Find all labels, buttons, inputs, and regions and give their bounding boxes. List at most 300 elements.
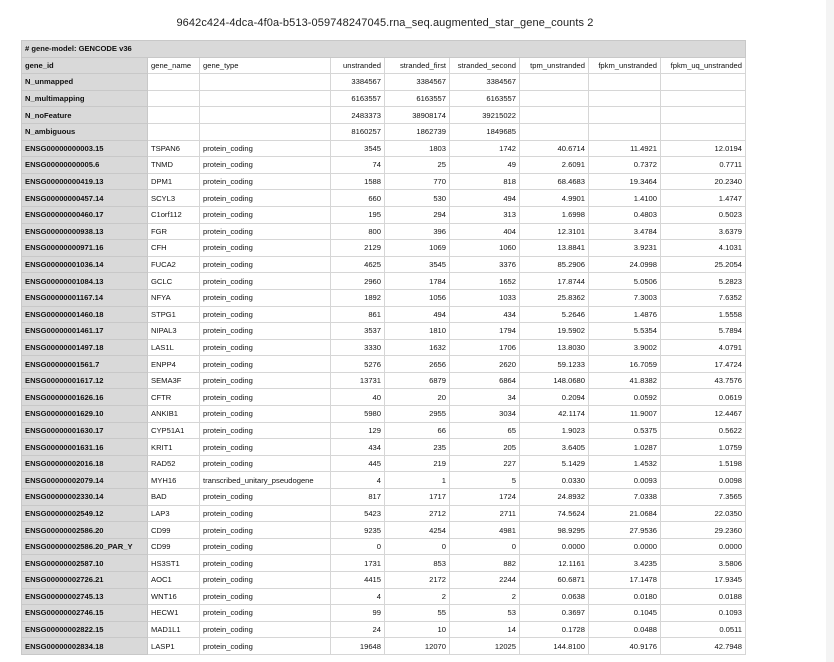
table-cell[interactable]: protein_coding bbox=[200, 206, 331, 223]
table-cell[interactable]: ANKIB1 bbox=[148, 406, 200, 423]
row-id-cell[interactable]: N_unmapped bbox=[22, 74, 148, 91]
table-cell[interactable]: 1.0759 bbox=[661, 439, 746, 456]
table-cell[interactable] bbox=[589, 107, 661, 124]
table-cell[interactable]: 3537 bbox=[331, 323, 385, 340]
table-cell[interactable]: 12070 bbox=[385, 638, 450, 655]
table-cell[interactable]: 29.2360 bbox=[661, 522, 746, 539]
table-cell[interactable]: MAD1L1 bbox=[148, 621, 200, 638]
table-cell[interactable]: 21.0684 bbox=[589, 505, 661, 522]
table-cell[interactable]: 294 bbox=[385, 206, 450, 223]
column-header[interactable]: unstranded bbox=[331, 57, 385, 74]
table-cell[interactable]: CD99 bbox=[148, 522, 200, 539]
table-cell[interactable]: 0.0330 bbox=[520, 472, 589, 489]
table-cell[interactable]: protein_coding bbox=[200, 306, 331, 323]
table-cell[interactable]: 53 bbox=[450, 605, 520, 622]
table-cell[interactable]: 5.0506 bbox=[589, 273, 661, 290]
table-cell[interactable]: 3.9002 bbox=[589, 339, 661, 356]
table-cell[interactable]: 11.9007 bbox=[589, 406, 661, 423]
table-cell[interactable]: CYP51A1 bbox=[148, 422, 200, 439]
table-cell[interactable]: protein_coding bbox=[200, 323, 331, 340]
table-cell[interactable]: 4415 bbox=[331, 572, 385, 589]
table-cell[interactable]: 1794 bbox=[450, 323, 520, 340]
table-cell[interactable]: 19.3464 bbox=[589, 173, 661, 190]
table-cell[interactable]: HECW1 bbox=[148, 605, 200, 622]
table-cell[interactable]: 0.0511 bbox=[661, 621, 746, 638]
table-cell[interactable]: FUCA2 bbox=[148, 256, 200, 273]
table-cell[interactable] bbox=[148, 123, 200, 140]
table-cell[interactable]: 205 bbox=[450, 439, 520, 456]
table-cell[interactable]: 12.0194 bbox=[661, 140, 746, 157]
table-cell[interactable]: 17.4724 bbox=[661, 356, 746, 373]
table-cell[interactable]: 2955 bbox=[385, 406, 450, 423]
row-id-cell[interactable]: ENSG00000000457.14 bbox=[22, 190, 148, 207]
table-cell[interactable]: BAD bbox=[148, 489, 200, 506]
table-cell[interactable]: protein_coding bbox=[200, 538, 331, 555]
table-cell[interactable]: TSPAN6 bbox=[148, 140, 200, 157]
table-cell[interactable]: 1742 bbox=[450, 140, 520, 157]
table-cell[interactable]: 22.0350 bbox=[661, 505, 746, 522]
table-cell[interactable]: 74.5624 bbox=[520, 505, 589, 522]
row-id-cell[interactable]: N_multimapping bbox=[22, 90, 148, 107]
table-cell[interactable]: 494 bbox=[450, 190, 520, 207]
row-id-cell[interactable]: ENSG00000001631.16 bbox=[22, 439, 148, 456]
table-cell[interactable]: 0.0638 bbox=[520, 588, 589, 605]
table-cell[interactable]: 34 bbox=[450, 389, 520, 406]
table-cell[interactable]: 1033 bbox=[450, 289, 520, 306]
table-cell[interactable]: 5.2646 bbox=[520, 306, 589, 323]
table-cell[interactable]: NFYA bbox=[148, 289, 200, 306]
table-cell[interactable]: 2711 bbox=[450, 505, 520, 522]
table-cell[interactable]: 0.1093 bbox=[661, 605, 746, 622]
table-cell[interactable]: 43.7576 bbox=[661, 372, 746, 389]
table-cell[interactable]: 1060 bbox=[450, 240, 520, 257]
table-cell[interactable]: 800 bbox=[331, 223, 385, 240]
table-cell[interactable]: STPG1 bbox=[148, 306, 200, 323]
table-cell[interactable]: 4625 bbox=[331, 256, 385, 273]
table-cell[interactable]: 1.9023 bbox=[520, 422, 589, 439]
table-cell[interactable]: 3384567 bbox=[385, 74, 450, 91]
table-cell[interactable]: 12.3101 bbox=[520, 223, 589, 240]
table-cell[interactable]: 42.1174 bbox=[520, 406, 589, 423]
table-cell[interactable]: protein_coding bbox=[200, 572, 331, 589]
table-cell[interactable]: 1.5198 bbox=[661, 455, 746, 472]
table-cell[interactable] bbox=[661, 74, 746, 91]
table-cell[interactable]: 24.0998 bbox=[589, 256, 661, 273]
table-cell[interactable]: protein_coding bbox=[200, 372, 331, 389]
row-id-cell[interactable]: ENSG00000000460.17 bbox=[22, 206, 148, 223]
table-cell[interactable]: protein_coding bbox=[200, 356, 331, 373]
row-id-cell[interactable]: ENSG00000002586.20_PAR_Y bbox=[22, 538, 148, 555]
row-id-cell[interactable]: ENSG00000000419.13 bbox=[22, 173, 148, 190]
table-cell[interactable]: 2244 bbox=[450, 572, 520, 589]
table-cell[interactable]: protein_coding bbox=[200, 588, 331, 605]
table-cell[interactable]: 195 bbox=[331, 206, 385, 223]
table-cell[interactable]: 42.7948 bbox=[661, 638, 746, 655]
table-cell[interactable]: 1652 bbox=[450, 273, 520, 290]
table-cell[interactable] bbox=[520, 74, 589, 91]
table-cell[interactable]: 1.0287 bbox=[589, 439, 661, 456]
table-cell[interactable]: SEMA3F bbox=[148, 372, 200, 389]
table-cell[interactable]: 1 bbox=[385, 472, 450, 489]
table-cell[interactable] bbox=[148, 74, 200, 91]
table-cell[interactable]: NIPAL3 bbox=[148, 323, 200, 340]
table-cell[interactable]: 99 bbox=[331, 605, 385, 622]
table-cell[interactable]: 4 bbox=[331, 472, 385, 489]
table-cell[interactable]: WNT16 bbox=[148, 588, 200, 605]
row-id-cell[interactable]: ENSG00000001617.12 bbox=[22, 372, 148, 389]
table-cell[interactable] bbox=[200, 90, 331, 107]
column-header[interactable]: gene_type bbox=[200, 57, 331, 74]
table-cell[interactable] bbox=[589, 74, 661, 91]
table-cell[interactable]: protein_coding bbox=[200, 406, 331, 423]
table-cell[interactable]: 861 bbox=[331, 306, 385, 323]
table-cell[interactable]: 40.9176 bbox=[589, 638, 661, 655]
table-cell[interactable]: 19.5902 bbox=[520, 323, 589, 340]
table-cell[interactable]: 1849685 bbox=[450, 123, 520, 140]
table-cell[interactable]: 6879 bbox=[385, 372, 450, 389]
table-cell[interactable]: AOC1 bbox=[148, 572, 200, 589]
table-cell[interactable]: 13.8841 bbox=[520, 240, 589, 257]
table-cell[interactable]: 6163557 bbox=[450, 90, 520, 107]
table-cell[interactable]: 3330 bbox=[331, 339, 385, 356]
table-cell[interactable]: 5.7894 bbox=[661, 323, 746, 340]
table-cell[interactable]: 0.0000 bbox=[589, 538, 661, 555]
row-id-cell[interactable]: N_noFeature bbox=[22, 107, 148, 124]
table-cell[interactable]: 12025 bbox=[450, 638, 520, 655]
table-cell[interactable]: 818 bbox=[450, 173, 520, 190]
table-cell[interactable]: 0.0619 bbox=[661, 389, 746, 406]
table-cell[interactable]: 404 bbox=[450, 223, 520, 240]
table-cell[interactable]: 0.0000 bbox=[520, 538, 589, 555]
table-cell[interactable]: 2656 bbox=[385, 356, 450, 373]
row-id-cell[interactable]: ENSG00000002586.20 bbox=[22, 522, 148, 539]
table-cell[interactable]: protein_coding bbox=[200, 638, 331, 655]
table-cell[interactable]: 14 bbox=[450, 621, 520, 638]
table-cell[interactable]: 10 bbox=[385, 621, 450, 638]
row-id-cell[interactable]: ENSG00000002822.15 bbox=[22, 621, 148, 638]
table-cell[interactable]: protein_coding bbox=[200, 240, 331, 257]
table-cell[interactable]: 434 bbox=[450, 306, 520, 323]
table-cell[interactable]: protein_coding bbox=[200, 422, 331, 439]
table-cell[interactable] bbox=[200, 123, 331, 140]
row-id-cell[interactable]: ENSG00000001629.10 bbox=[22, 406, 148, 423]
table-cell[interactable]: protein_coding bbox=[200, 223, 331, 240]
table-cell[interactable]: 9235 bbox=[331, 522, 385, 539]
table-cell[interactable]: MYH16 bbox=[148, 472, 200, 489]
table-cell[interactable]: 445 bbox=[331, 455, 385, 472]
table-cell[interactable]: transcribed_unitary_pseudogene bbox=[200, 472, 331, 489]
table-cell[interactable]: 5423 bbox=[331, 505, 385, 522]
table-cell[interactable]: 55 bbox=[385, 605, 450, 622]
table-cell[interactable]: 2 bbox=[450, 588, 520, 605]
table-cell[interactable]: 2 bbox=[385, 588, 450, 605]
table-cell[interactable] bbox=[520, 123, 589, 140]
table-cell[interactable]: protein_coding bbox=[200, 190, 331, 207]
table-cell[interactable]: 129 bbox=[331, 422, 385, 439]
row-id-cell[interactable]: ENSG00000001497.18 bbox=[22, 339, 148, 356]
table-cell[interactable]: protein_coding bbox=[200, 439, 331, 456]
table-cell[interactable]: 144.8100 bbox=[520, 638, 589, 655]
table-cell[interactable]: 17.1478 bbox=[589, 572, 661, 589]
table-cell[interactable]: 235 bbox=[385, 439, 450, 456]
table-cell[interactable]: 17.9345 bbox=[661, 572, 746, 589]
row-id-cell[interactable]: ENSG00000002016.18 bbox=[22, 455, 148, 472]
table-cell[interactable]: 25.2054 bbox=[661, 256, 746, 273]
table-cell[interactable]: 882 bbox=[450, 555, 520, 572]
row-id-cell[interactable]: ENSG00000001561.7 bbox=[22, 356, 148, 373]
table-cell[interactable]: 817 bbox=[331, 489, 385, 506]
table-cell[interactable] bbox=[661, 90, 746, 107]
table-cell[interactable] bbox=[200, 74, 331, 91]
table-cell[interactable]: ENPP4 bbox=[148, 356, 200, 373]
table-cell[interactable]: 6163557 bbox=[385, 90, 450, 107]
table-cell[interactable]: 40.6714 bbox=[520, 140, 589, 157]
row-id-cell[interactable]: ENSG00000000005.6 bbox=[22, 157, 148, 174]
table-cell[interactable]: 60.6871 bbox=[520, 572, 589, 589]
table-cell[interactable]: 24.8932 bbox=[520, 489, 589, 506]
table-cell[interactable]: 0.0188 bbox=[661, 588, 746, 605]
table-cell[interactable]: 3.5806 bbox=[661, 555, 746, 572]
table-cell[interactable]: 13731 bbox=[331, 372, 385, 389]
table-cell[interactable]: 0.5622 bbox=[661, 422, 746, 439]
row-id-cell[interactable]: ENSG00000001461.17 bbox=[22, 323, 148, 340]
row-id-cell[interactable]: ENSG00000002549.12 bbox=[22, 505, 148, 522]
table-cell[interactable]: 1717 bbox=[385, 489, 450, 506]
row-id-cell[interactable]: ENSG00000001167.14 bbox=[22, 289, 148, 306]
table-cell[interactable]: 49 bbox=[450, 157, 520, 174]
table-cell[interactable]: 2129 bbox=[331, 240, 385, 257]
table-cell[interactable]: 1.4532 bbox=[589, 455, 661, 472]
table-cell[interactable]: protein_coding bbox=[200, 522, 331, 539]
table-cell[interactable]: 27.9536 bbox=[589, 522, 661, 539]
table-cell[interactable]: 98.9295 bbox=[520, 522, 589, 539]
table-cell[interactable]: 1056 bbox=[385, 289, 450, 306]
table-cell[interactable]: 1803 bbox=[385, 140, 450, 157]
table-cell[interactable]: 0.4803 bbox=[589, 206, 661, 223]
table-cell[interactable]: 25 bbox=[385, 157, 450, 174]
table-cell[interactable]: 1706 bbox=[450, 339, 520, 356]
table-cell[interactable]: 1731 bbox=[331, 555, 385, 572]
table-cell[interactable]: 0.0093 bbox=[589, 472, 661, 489]
table-cell[interactable]: 5.2823 bbox=[661, 273, 746, 290]
table-cell[interactable]: 2960 bbox=[331, 273, 385, 290]
table-cell[interactable]: 41.8382 bbox=[589, 372, 661, 389]
column-header[interactable]: stranded_second bbox=[450, 57, 520, 74]
table-cell[interactable]: protein_coding bbox=[200, 173, 331, 190]
table-cell[interactable]: 3545 bbox=[385, 256, 450, 273]
table-cell[interactable]: protein_coding bbox=[200, 505, 331, 522]
table-cell[interactable]: DPM1 bbox=[148, 173, 200, 190]
table-cell[interactable]: 1.4100 bbox=[589, 190, 661, 207]
table-cell[interactable]: 25.8362 bbox=[520, 289, 589, 306]
table-cell[interactable]: 434 bbox=[331, 439, 385, 456]
row-id-cell[interactable]: ENSG00000001036.14 bbox=[22, 256, 148, 273]
table-cell[interactable]: 3.6379 bbox=[661, 223, 746, 240]
table-cell[interactable]: 853 bbox=[385, 555, 450, 572]
table-cell[interactable]: 4.1031 bbox=[661, 240, 746, 257]
table-cell[interactable]: CD99 bbox=[148, 538, 200, 555]
table-cell[interactable]: 2712 bbox=[385, 505, 450, 522]
table-cell[interactable]: 0.0000 bbox=[661, 538, 746, 555]
column-header[interactable]: fpkm_uq_unstranded bbox=[661, 57, 746, 74]
table-cell[interactable]: 530 bbox=[385, 190, 450, 207]
table-cell[interactable]: 0.0592 bbox=[589, 389, 661, 406]
table-cell[interactable]: protein_coding bbox=[200, 489, 331, 506]
table-cell[interactable]: 219 bbox=[385, 455, 450, 472]
table-cell[interactable]: 19648 bbox=[331, 638, 385, 655]
table-cell[interactable]: 66 bbox=[385, 422, 450, 439]
table-cell[interactable]: LASP1 bbox=[148, 638, 200, 655]
table-cell[interactable]: KRIT1 bbox=[148, 439, 200, 456]
table-cell[interactable]: 6163557 bbox=[331, 90, 385, 107]
table-cell[interactable]: RAD52 bbox=[148, 455, 200, 472]
table-cell[interactable]: 0.0180 bbox=[589, 588, 661, 605]
table-cell[interactable]: 1892 bbox=[331, 289, 385, 306]
table-cell[interactable]: protein_coding bbox=[200, 289, 331, 306]
table-cell[interactable] bbox=[589, 123, 661, 140]
table-cell[interactable] bbox=[661, 107, 746, 124]
column-header[interactable]: fpkm_unstranded bbox=[589, 57, 661, 74]
table-cell[interactable]: 313 bbox=[450, 206, 520, 223]
table-cell[interactable]: 148.0680 bbox=[520, 372, 589, 389]
column-header[interactable]: gene_id bbox=[22, 57, 148, 74]
table-cell[interactable]: C1orf112 bbox=[148, 206, 200, 223]
table-cell[interactable]: 2.6091 bbox=[520, 157, 589, 174]
table-cell[interactable]: 7.6352 bbox=[661, 289, 746, 306]
row-id-cell[interactable]: ENSG00000002330.14 bbox=[22, 489, 148, 506]
table-cell[interactable]: 1810 bbox=[385, 323, 450, 340]
table-cell[interactable]: 7.0338 bbox=[589, 489, 661, 506]
table-cell[interactable]: 17.8744 bbox=[520, 273, 589, 290]
table-cell[interactable]: 0.1728 bbox=[520, 621, 589, 638]
row-id-cell[interactable]: ENSG00000002726.21 bbox=[22, 572, 148, 589]
table-cell[interactable]: 494 bbox=[385, 306, 450, 323]
table-cell[interactable]: protein_coding bbox=[200, 157, 331, 174]
table-cell[interactable] bbox=[520, 107, 589, 124]
table-cell[interactable]: 1632 bbox=[385, 339, 450, 356]
table-cell[interactable]: protein_coding bbox=[200, 389, 331, 406]
table-cell[interactable]: 4254 bbox=[385, 522, 450, 539]
table-cell[interactable] bbox=[200, 107, 331, 124]
table-cell[interactable] bbox=[661, 123, 746, 140]
table-cell[interactable] bbox=[589, 90, 661, 107]
table-cell[interactable]: 4 bbox=[331, 588, 385, 605]
table-cell[interactable]: 1.6998 bbox=[520, 206, 589, 223]
table-cell[interactable]: 8160257 bbox=[331, 123, 385, 140]
table-cell[interactable]: protein_coding bbox=[200, 455, 331, 472]
table-cell[interactable]: 3034 bbox=[450, 406, 520, 423]
row-id-cell[interactable]: ENSG00000002834.18 bbox=[22, 638, 148, 655]
table-cell[interactable]: 39215022 bbox=[450, 107, 520, 124]
table-cell[interactable]: 660 bbox=[331, 190, 385, 207]
table-cell[interactable]: 0.2094 bbox=[520, 389, 589, 406]
table-cell[interactable]: protein_coding bbox=[200, 140, 331, 157]
row-id-cell[interactable]: ENSG00000000003.15 bbox=[22, 140, 148, 157]
column-header[interactable]: stranded_first bbox=[385, 57, 450, 74]
table-cell[interactable]: protein_coding bbox=[200, 605, 331, 622]
table-cell[interactable]: CFTR bbox=[148, 389, 200, 406]
table-cell[interactable]: protein_coding bbox=[200, 256, 331, 273]
table-cell[interactable]: 3.4235 bbox=[589, 555, 661, 572]
row-id-cell[interactable]: ENSG00000002587.10 bbox=[22, 555, 148, 572]
table-cell[interactable]: 0.0488 bbox=[589, 621, 661, 638]
table-cell[interactable]: 0.3697 bbox=[520, 605, 589, 622]
table-cell[interactable]: 1724 bbox=[450, 489, 520, 506]
table-cell[interactable]: 85.2906 bbox=[520, 256, 589, 273]
table-cell[interactable]: 770 bbox=[385, 173, 450, 190]
table-cell[interactable]: 13.8030 bbox=[520, 339, 589, 356]
table-cell[interactable]: protein_coding bbox=[200, 555, 331, 572]
table-cell[interactable]: HS3ST1 bbox=[148, 555, 200, 572]
table-cell[interactable]: 0.7711 bbox=[661, 157, 746, 174]
table-cell[interactable]: 68.4683 bbox=[520, 173, 589, 190]
table-cell[interactable]: 5.5354 bbox=[589, 323, 661, 340]
table-cell[interactable]: 7.3003 bbox=[589, 289, 661, 306]
table-cell[interactable]: 6864 bbox=[450, 372, 520, 389]
table-cell[interactable]: 0.5023 bbox=[661, 206, 746, 223]
table-cell[interactable]: 5980 bbox=[331, 406, 385, 423]
table-cell[interactable]: GCLC bbox=[148, 273, 200, 290]
row-id-cell[interactable]: ENSG00000001630.17 bbox=[22, 422, 148, 439]
table-cell[interactable]: 3.4784 bbox=[589, 223, 661, 240]
row-id-cell[interactable]: ENSG00000001084.13 bbox=[22, 273, 148, 290]
table-cell[interactable]: 3.9231 bbox=[589, 240, 661, 257]
table-cell[interactable]: 227 bbox=[450, 455, 520, 472]
table-cell[interactable]: 4.9901 bbox=[520, 190, 589, 207]
table-cell[interactable] bbox=[520, 90, 589, 107]
table-cell[interactable]: 5 bbox=[450, 472, 520, 489]
column-header[interactable]: tpm_unstranded bbox=[520, 57, 589, 74]
table-cell[interactable]: 396 bbox=[385, 223, 450, 240]
table-cell[interactable]: 0.0098 bbox=[661, 472, 746, 489]
table-cell[interactable]: 65 bbox=[450, 422, 520, 439]
row-id-cell[interactable]: ENSG00000000938.13 bbox=[22, 223, 148, 240]
table-cell[interactable]: protein_coding bbox=[200, 621, 331, 638]
table-cell[interactable]: 11.4921 bbox=[589, 140, 661, 157]
table-cell[interactable]: 16.7059 bbox=[589, 356, 661, 373]
table-cell[interactable]: 0 bbox=[450, 538, 520, 555]
table-cell[interactable]: 1588 bbox=[331, 173, 385, 190]
table-cell[interactable]: 20 bbox=[385, 389, 450, 406]
table-cell[interactable]: 3.6405 bbox=[520, 439, 589, 456]
row-id-cell[interactable]: ENSG00000000971.16 bbox=[22, 240, 148, 257]
table-cell[interactable]: 4.0791 bbox=[661, 339, 746, 356]
table-cell[interactable]: 59.1233 bbox=[520, 356, 589, 373]
table-cell[interactable]: 40 bbox=[331, 389, 385, 406]
table-cell[interactable]: LAS1L bbox=[148, 339, 200, 356]
table-cell[interactable]: 0.7372 bbox=[589, 157, 661, 174]
row-id-cell[interactable]: ENSG00000002746.15 bbox=[22, 605, 148, 622]
table-cell[interactable]: 1.4876 bbox=[589, 306, 661, 323]
table-cell[interactable]: 2172 bbox=[385, 572, 450, 589]
model-label[interactable]: # gene-model: GENCODE v36 bbox=[22, 41, 746, 58]
row-id-cell[interactable]: N_ambiguous bbox=[22, 123, 148, 140]
row-id-cell[interactable]: ENSG00000002079.14 bbox=[22, 472, 148, 489]
table-cell[interactable]: 1069 bbox=[385, 240, 450, 257]
table-cell[interactable]: SCYL3 bbox=[148, 190, 200, 207]
table-cell[interactable]: LAP3 bbox=[148, 505, 200, 522]
table-cell[interactable]: 1.4747 bbox=[661, 190, 746, 207]
row-id-cell[interactable]: ENSG00000001460.18 bbox=[22, 306, 148, 323]
table-cell[interactable]: 12.1161 bbox=[520, 555, 589, 572]
table-cell[interactable]: 0.5375 bbox=[589, 422, 661, 439]
table-cell[interactable]: 0.1045 bbox=[589, 605, 661, 622]
table-cell[interactable]: 0 bbox=[331, 538, 385, 555]
table-cell[interactable]: protein_coding bbox=[200, 273, 331, 290]
table-cell[interactable]: 38908174 bbox=[385, 107, 450, 124]
table-cell[interactable] bbox=[148, 107, 200, 124]
table-cell[interactable]: 74 bbox=[331, 157, 385, 174]
